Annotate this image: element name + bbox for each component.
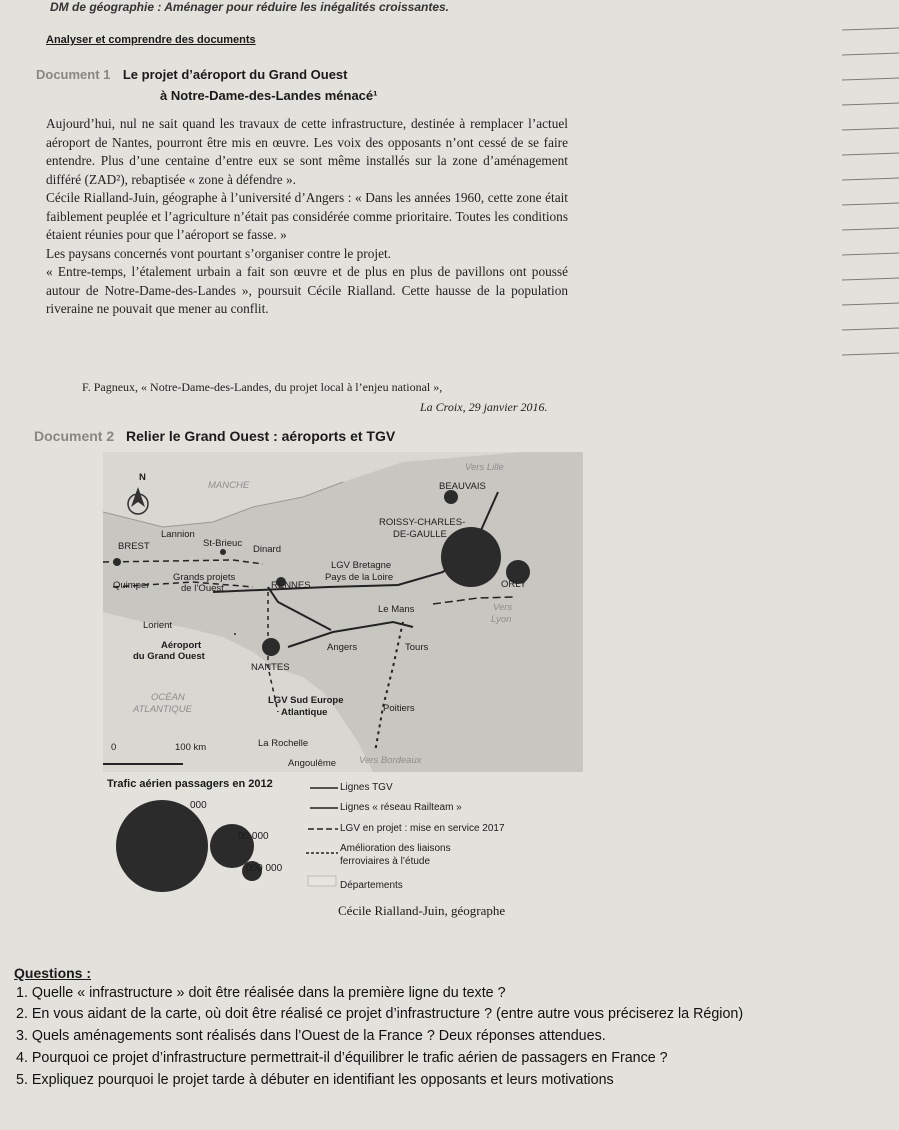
questions-title: Questions : <box>14 965 92 981</box>
label-scale-100: 100 km <box>175 742 207 753</box>
airport-dinard <box>220 549 226 555</box>
legend-amelioration-2: ferroviaires à l’étude <box>340 856 431 867</box>
label-beauvais: BEAUVAIS <box>439 481 486 492</box>
legend-amelioration: Amélioration des liaisons <box>340 843 451 854</box>
question-5: 5. Expliquez pourquoi le projet tarde à débuter en identifiant les opposants et leurs motivations <box>16 1072 614 1088</box>
label-la-rochelle: La Rochelle <box>258 738 309 749</box>
label-lgv-sud-2: Atlantique <box>281 707 328 718</box>
label-rennes: RENNES <box>271 580 311 591</box>
doc1-subtitle: à Notre-Dame-des-Landes ménacé¹ <box>160 88 378 103</box>
label-poitiers: Poitiers <box>383 703 415 714</box>
question-2: 2. En vous aidant de la carte, où doit être réalisé ce projet d’infrastructure ? (entre autre vous préciserez la Région) <box>16 1006 744 1022</box>
label-lgv-bretagne: LGV Bretagne <box>331 560 392 571</box>
legend-line-samples <box>300 782 340 892</box>
doc1-source-publication: La Croix, 29 janvier 2016. <box>420 400 548 414</box>
label-vers-bordeaux: Vers Bordeaux <box>359 755 422 766</box>
legend-circles <box>102 796 282 896</box>
north-label: N <box>139 472 146 483</box>
label-vers-lille: Vers Lille <box>465 462 504 473</box>
label-st-brieuc: St-Brieuc <box>203 538 243 549</box>
doc1-paragraph: Les paysans concernés vont pourtant s’organiser contre le projet. <box>46 245 391 261</box>
doc1-source-author: F. Pagneux, « Notre-Dame-des-Landes, du projet local à l’enjeu national », <box>82 380 443 394</box>
doc1-label: Document 1 <box>36 67 111 82</box>
label-grands-projets: Grands projets <box>173 572 236 583</box>
legend-departements: Départements <box>340 880 403 891</box>
label-dinard: Dinard <box>253 544 281 555</box>
label-degaulle: DE-GAULLE <box>393 529 447 540</box>
label-atlantique: ATLANTIQUE <box>133 704 192 715</box>
question-3: 3. Quels aménagements sont réalisés dans l’Ouest de la France ? Deux réponses attendues. <box>16 1028 606 1044</box>
airport-grand-ouest <box>262 638 280 656</box>
question-1: 1. Quelle « infrastructure » doit être réalisée dans la première ligne du texte ? <box>16 985 506 1001</box>
legend-value-medium: 00 000 <box>238 831 269 842</box>
doc1-text <box>46 115 568 319</box>
label-lgv-sud: LGV Sud Europe <box>268 695 344 706</box>
label-ocean: OCÉAN <box>151 692 185 703</box>
label-angouleme: Angoulême <box>288 758 337 769</box>
map-credit: Cécile Rialland-Juin, géographe <box>338 903 506 918</box>
legend-departement-box <box>308 876 336 886</box>
label-brest: BREST <box>118 541 150 552</box>
page-title: DM de géographie : Aménager pour réduire les inégalités croissantes. <box>50 0 449 14</box>
airport-nantes-marker <box>234 633 236 635</box>
label-angers: Angers <box>327 642 358 653</box>
legend-lines-tgv: Lignes TGV <box>340 782 393 793</box>
label-quimper: Quimper <box>113 580 150 591</box>
doc2-heading <box>34 428 395 444</box>
legend-value-large: 000 <box>190 800 207 811</box>
label-vers-lyon: Vers <box>493 602 513 613</box>
legend-circle-large <box>116 800 208 892</box>
doc1-paragraph: Aujourd’hui, nul ne sait quand les travaux de cette infrastructure, destinée à remplacer l’actuel aéroport de Nantes, pourront être mis en œuvre. Les voix des opposants n’ont cessé de se faire entendre. Plus d’une centaine d’entre eux se sont même installés sur la zone d’aménagement différé (ZAD²), rebaptisée « zone à défendre ». <box>46 116 568 187</box>
question-4: 4. Pourquoi ce projet d’infrastructure permettrait-il d’équilibrer le trafic aérien de passagers en France ? <box>16 1050 668 1066</box>
doc1-heading <box>36 66 576 84</box>
label-lorient: Lorient <box>143 620 173 631</box>
label-grands-projets-2: de l’Ouest <box>181 583 224 594</box>
map-grand-ouest <box>103 452 583 772</box>
legend-railteam: Lignes « réseau Railteam » <box>340 802 462 813</box>
doc2-title: Relier le Grand Ouest : aéroports et TGV <box>126 428 396 444</box>
legend-lgv-projet: LGV en projet : mise en service 2017 <box>340 823 505 834</box>
label-lannion: Lannion <box>161 529 195 540</box>
label-aeroport-2: du Grand Ouest <box>133 651 205 662</box>
doc1-title: Le projet d’aéroport du Grand Ouest <box>122 67 348 82</box>
doc2-label: Document 2 <box>34 428 115 444</box>
airport-roissy <box>441 527 501 587</box>
doc1-paragraph: « Entre-temps, l’étalement urbain a fait son œuvre et de plus en plus de pavillons ont poussé autour de Notre-Dame-des-Landes », poursuit Cécile Rialland. Cette hausse de la population riveraine ne pouvait que mener au conflit. <box>46 264 568 316</box>
notebook-lines <box>842 20 899 380</box>
label-scale-0: 0 <box>111 742 117 753</box>
airport-brest <box>113 558 121 566</box>
label-roissy: ROISSY-CHARLES- <box>379 517 466 528</box>
label-pays-loire: Pays de la Loire <box>325 572 394 583</box>
label-le-mans: Le Mans <box>378 604 415 615</box>
doc1-paragraph: Cécile Rialland-Juin, géographe à l’université d’Angers : « Dans les années 1960, cette zone était faiblement peuplée et l’agriculture n’était pas considérée comme prioritaire. Toutes les conditions étaient réunies pour que l’aéroport se fasse. » <box>46 190 568 242</box>
legend-value-small: 000 000 <box>246 863 283 874</box>
label-orly: ORLY <box>501 579 527 590</box>
label-lyon: Lyon <box>491 614 512 625</box>
section-title: Analyser et comprendre des documents <box>46 34 256 46</box>
legend-traffic-title: Trafic aérien passagers en 2012 <box>107 778 273 790</box>
label-tours: Tours <box>405 642 429 653</box>
label-aeroport: Aéroport <box>161 640 202 651</box>
label-nantes: NANTES <box>251 662 290 673</box>
label-manche: MANCHE <box>208 480 250 491</box>
airport-beauvais <box>444 490 458 504</box>
